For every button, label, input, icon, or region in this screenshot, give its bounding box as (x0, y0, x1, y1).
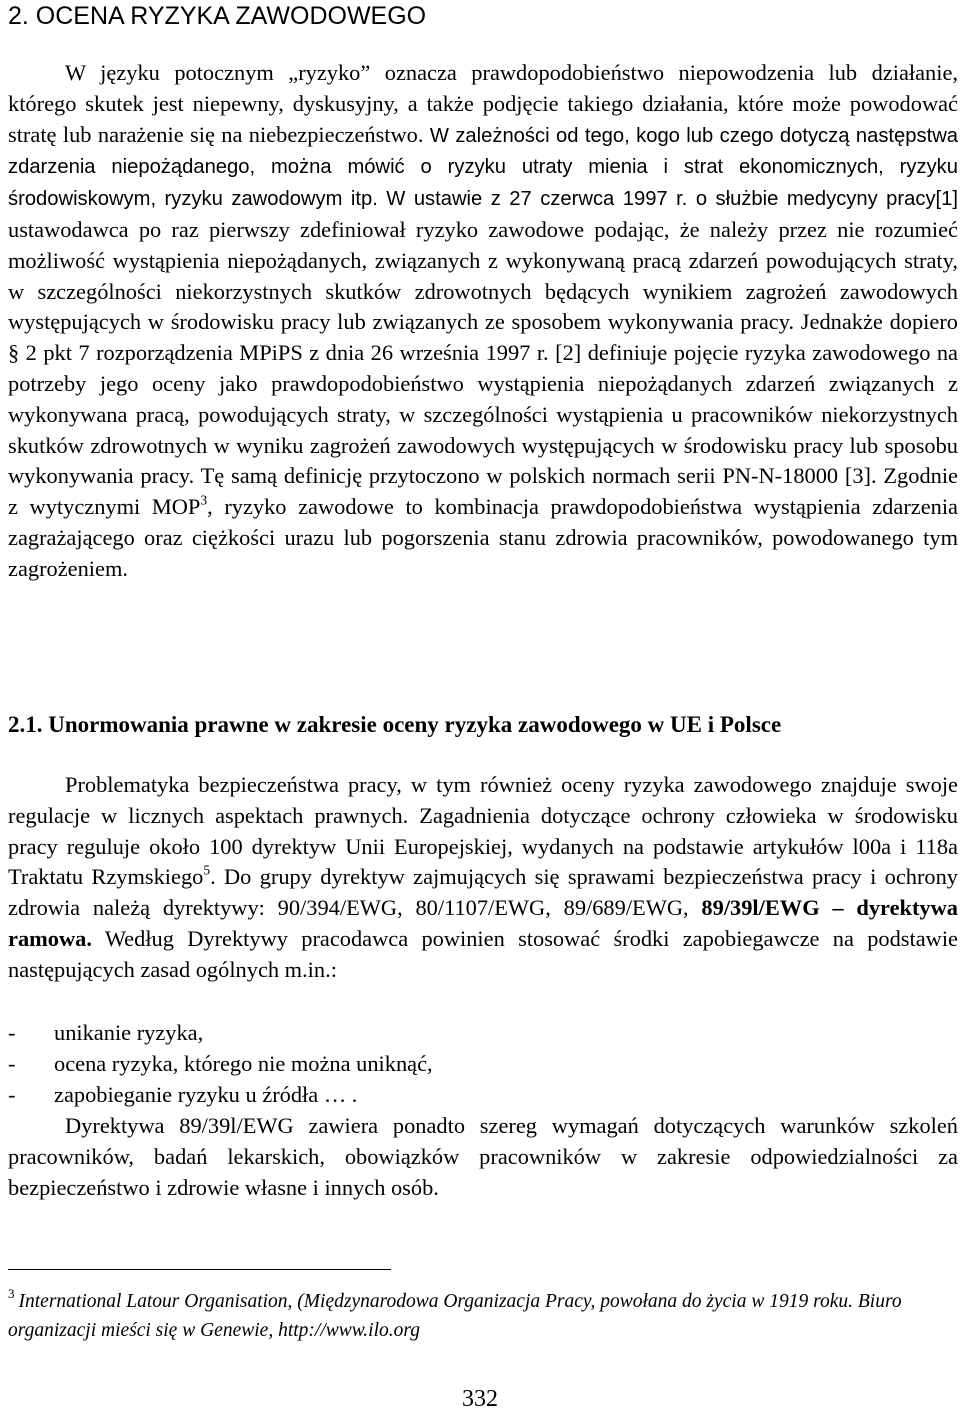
paragraph-text: W zależności od tego, kogo lub czego dotyczą następstwa zdarzenia niepożądanego, można mówić o ryzyku utraty mienia i strat ekonomicznych, ryzyku środowiskowym, ryzyku zawodowym itp. W ustawie z 27 czerwca 1997 r. o służbie medycyny pracy[1] (8, 124, 958, 211)
footnote (8, 1287, 948, 1345)
list-dash: - (8, 1081, 16, 1107)
list-dash: - (8, 1020, 16, 1045)
paragraph-text: Według Dyrektywy pracodawca powinien stosować środki zapobiegawcze na podstawie następujących zasad ogólnych m.in.: (8, 925, 958, 982)
list-item (8, 1080, 958, 1111)
footnote-mark: 3 (8, 1285, 15, 1301)
footnote-ref: 3 (200, 492, 208, 508)
list-item-text: zapobieganie ryzyku u źródła … . (54, 1081, 358, 1107)
list-item-text: ocena ryzyka, którego nie można uniknąć, (54, 1050, 433, 1076)
section-subheading: 2.1. Unormowania prawne w zakresie oceny ryzyka zawodowego w UE i Polsce (8, 712, 782, 737)
list-item (8, 1049, 958, 1080)
list-dash: - (8, 1050, 16, 1076)
footnote-ref: 5 (203, 862, 211, 878)
paragraph-risk-definition (8, 58, 958, 585)
paragraph-text: Problematyka bezpieczeństwa pracy, w tym również oceny ryzyka zawodowego znajduje swoje regulacje w licznych aspektach prawnych. Zagadnienia dotyczące ochrony człowieka w środowisku pracy reguluje około 100 dyrektyw Unii Europejskiej, wydanych na podstawie artykułów l00a i 118a Traktatu Rzymskiego (8, 772, 958, 890)
paragraph-regulations (8, 770, 958, 986)
paragraph-directive-requirements: Dyrektywa 89/39l/EWG zawiera ponadto szereg wymagań dotyczących warunków szkoleń pracowników, badań lekarskich, obowiązków pracowników w zakresie odpowiedzialności za bezpieczeństwo i zdrowie własne i innych osób. (8, 1113, 958, 1200)
chapter-heading: 2. OCENA RYZYKA ZAWODOWEGO (8, 2, 427, 30)
footnote-text: International Latour Organisation, (Międzynarodowa Organizacja Pracy, powołana do życia w 1919 roku. Biuro organizacji mieści się w Genewie, http://www.ilo.org (8, 1291, 902, 1341)
list-item (8, 1018, 958, 1049)
page-number: 332 (462, 1386, 498, 1412)
paragraph-text: . Do grupy dyrektyw zajmujących się sprawami bezpieczeństwa pracy i ochrony zdrowia należą dyrektywy: 90/394/EWG, 80/1107/EWG, 89/689/EWG, (8, 864, 958, 921)
footnote-divider (8, 1269, 391, 1270)
paragraph-text: , ryzyko zawodowe to kombinacja prawdopodobieństwa wystąpienia zdarzenia zagrażającego oraz ciężkości urazu lub pogorszenia stanu zdrowia pracowników, powodowanego tym zagrożeniem. (8, 494, 958, 581)
bold-directive: 89/39l/EWG – dyrektywa ramowa. (8, 895, 958, 951)
paragraph-text: W języku potocznym „ryzyko” oznacza prawdopodobieństwo niepowodzenia lub działanie, którego skutek jest niepewny, dyskusyjny, a także podjęcie takiego działania, które może powodować stratę lub narażenie się na niebezpieczeństwo. (8, 60, 958, 147)
principles-list (8, 1018, 958, 1110)
list-item-text: unikanie ryzyka, (54, 1020, 204, 1045)
paragraph-text: ustawodawca po raz pierwszy zdefiniował ryzyko zawodowe podając, że należy przez nie rozumieć możliwość wystąpienia niepożądanych, związanych z wykonywaną pracą zdarzeń powodujących straty, w szczególności niekorzystnych skutków zdrowotnych będących wynikiem zagrożeń zawodowych występujących w środowisku pracy lub związanych ze sposobem wykonywania pracy. Jednakże dopiero § 2 pkt 7 rozporządzenia MPiPS z dnia 26 września 1997 r. [2] definiuje pojęcie ryzyka zawodowego na potrzeby jego oceny jako prawdopodobieństwo wystąpienia niepożądanych zdarzeń związanych z wykonywana pracą, powodujących straty, w szczególności wystąpienia u pracowników niekorzystnych skutków zdrowotnych w wyniku zagrożeń zawodowych występujących w środowisku pracy lub sposobu wykonywania pracy. Tę samą definicję przytoczono w polskich normach serii PN-N-18000 [3]. Zgodnie z wytycznymi MOP (8, 216, 958, 520)
